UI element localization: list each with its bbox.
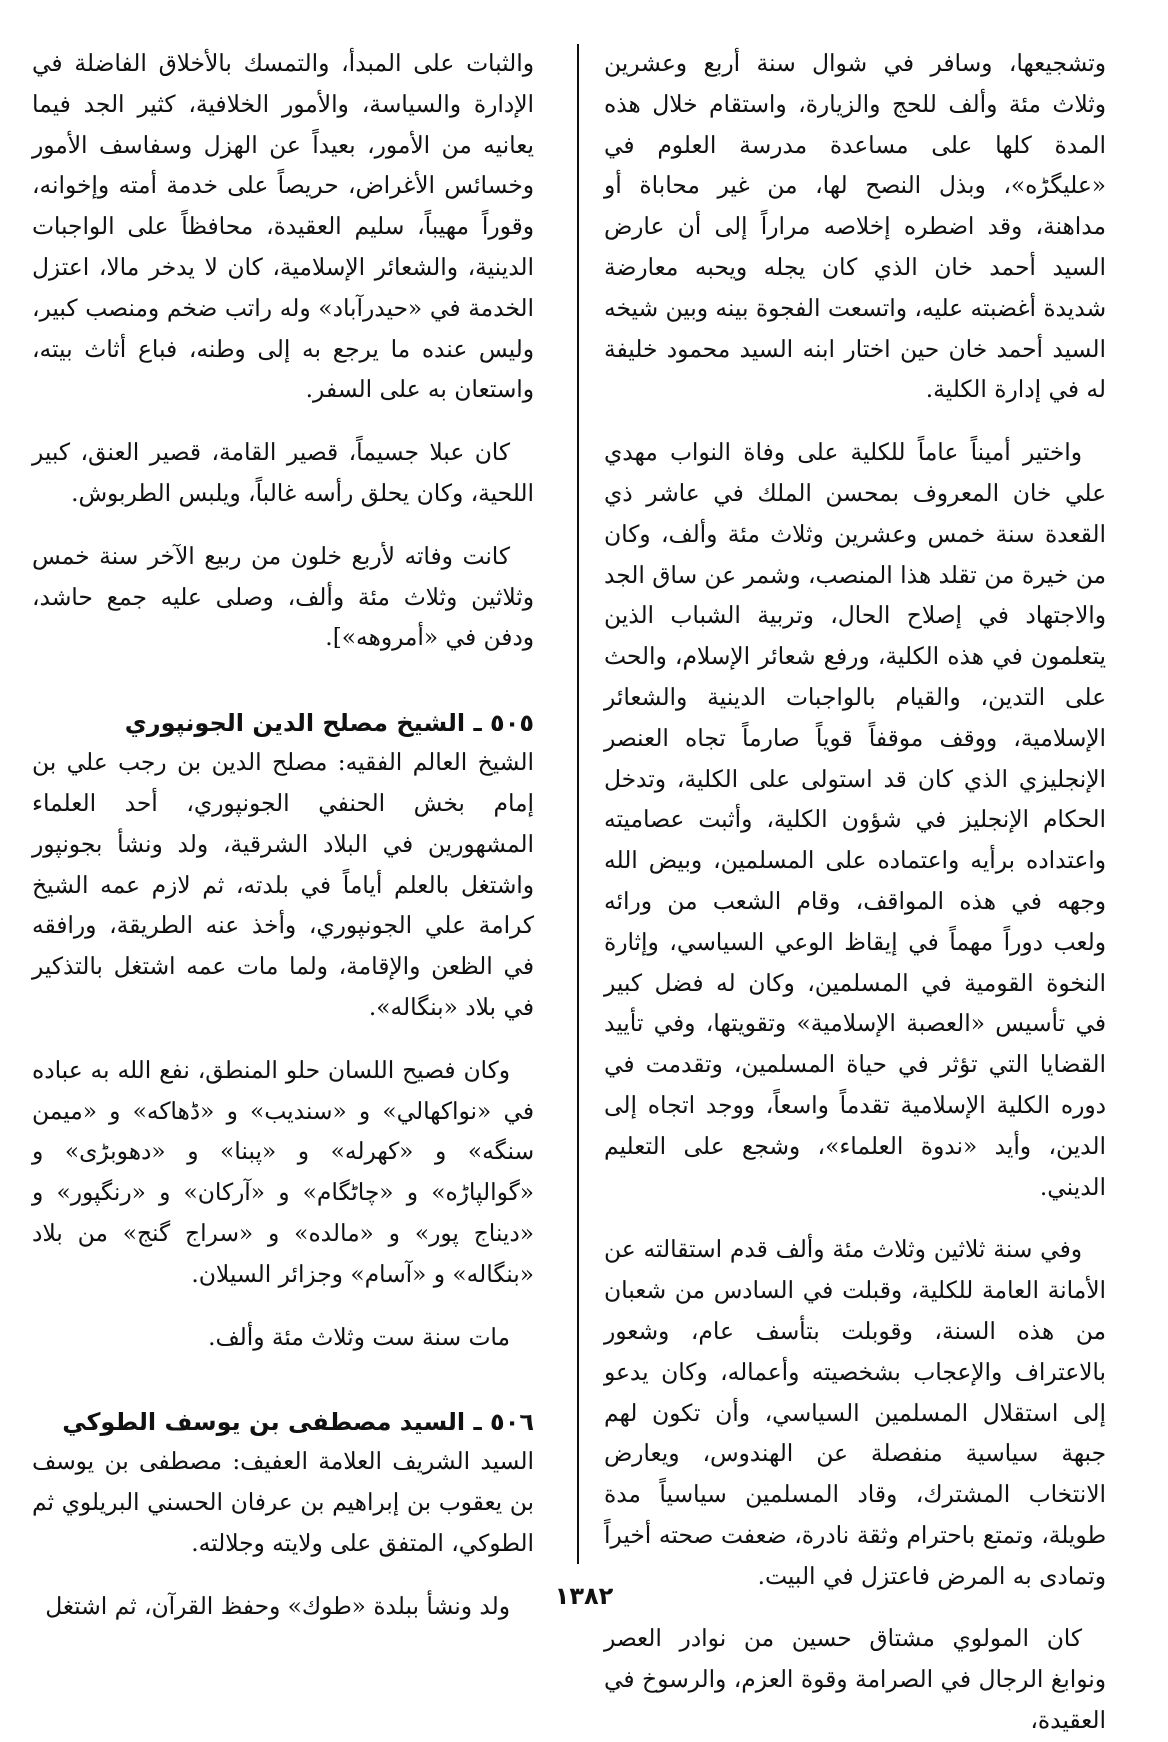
paragraph: وكان فصيح اللسان حلو المنطق، نفع الله به عباده في «نواكهالي» و «سنديب» و «ڈهاكه» و «ميمن سنگه» و «كهرله» و «پبنا» و «دهوبڑى» و «گوالپاڑه» و «چاٹگام» و «آركان» و «رنگپور» و «ديناج پور» و «مالده» و «سراج گنج» من بلاد «بنگاله» و «آسام» وجزائر السيلان.: [32, 1056, 534, 1288]
paragraph: واختير أميناً عاماً للكلية على وفاة النواب مهدي علي خان المعروف بمحسن الملك في عاشر ذي القعدة سنة خمس وعشرين وثلاث مئة وألف، وكان من خيرة من تقلد هذا المنصب، وشمر عن ساق الجد والاجتهاد في إصلاح الحال، وتربية الشباب الذين يتعلمون في هذه الكلية، ورفع شعائر الإسلام، والحث على التدين، والقيام بالواجبات الدينية والشعائر الإسلامية، ووقف موقفاً قوياً صارماً تجاه العنصر الإنجليزي الذي كان قد استولى على الكلية، وتدخل الحكام الإنجليز في شؤون الكلية، وأثبت عصاميته واعتداده برأيه واعتماده على المسلمين، وبيض الله وجهه في هذه المواقف، وقام الشعب من ورائه ولعب دوراً مهماً في إيقاظ الوعي السياسي، وإثارة النخوة القومية في المسلمين، وكان له فضل كبير في تأسيس «العصبة الإسلامية» وتقويتها، وفي تأييد القضايا التي تؤثر في حياة المسلمين، وتقدمت في دوره الكلية الإسلامية تقدماً واسعاً، ووجد اتجاه إلى الدين، وأيد «ندوة العلماء»، وشجع على التعليم الديني.: [604, 439, 1106, 1201]
column-divider: [577, 44, 579, 1564]
entry-heading-505: ٥٠٥ ـ الشيخ مصلح الدين الجونپوري: [124, 709, 534, 738]
paragraph: وتشجيعها، وسافر في شوال سنة أربع وعشرين وثلاث مئة وألف للحج والزيارة، واستقام خلال هذه المدة كلها على مساعدة مدرسة العلوم في «عليگڑه»، وبذل النصح لها، من غير محاباة أو مداهنة، وقد اضطره إخلاصه مراراً إلى أن عارض السيد أحمد خان الذي كان يجله ويحبه معارضة شديدة أغضبته عليه، واتسعت الفجوة بينه وبين شيخه السيد أحمد خان حين اختار ابنه السيد محمود خليفة له في إدارة الكلية.: [604, 50, 1106, 404]
paragraph: كان المولوي مشتاق حسين من نوادر العصر ونوابغ الرجال في الصرامة وقوة العزم، والرسوخ في العقيدة،: [604, 1625, 1106, 1735]
left-column: [32, 44, 534, 1628]
paragraph: كانت وفاته لأربع خلون من ربيع الآخر سنة خمس وثلاثين وثلاث مئة وألف، وصلى عليه جمع حاشد، ودفن في «أمروهه»].: [32, 542, 534, 652]
paragraph: والثبات على المبدأ، والتمسك بالأخلاق الفاضلة في الإدارة والسياسة، والأمور الخلافية، كثير الجد فيما يعانيه من الأمور، بعيداً عن الهزل وسفاسف الأمور وخسائس الأغراض، حريصاً على خدمة أمته وإخوانه، وقوراً مهيباً، سليم العقيدة، محافظاً على الواجبات الدينية، والشعائر الإسلامية، كان لا يدخر مالا، اعتزل الخدمة في «حيدرآباد» وله راتب ضخم ومنصب كبير، وليس عنده ما يرجع به إلى وطنه، فباع أثاث بيته، واستعان به على السفر.: [32, 50, 534, 404]
paragraph: مات سنة ست وثلاث مئة وألف.: [208, 1323, 510, 1351]
page-number: ١٣٨٢: [554, 1582, 614, 1610]
paragraph: وفي سنة ثلاثين وثلاث مئة وألف قدم استقالته عن الأمانة العامة للكلية، وقبلت في السادس من شعبان من هذه السنة، وقوبلت بتأسف عام، وشعور بالاعتراف والإعجاب بشخصيته وأعماله، وكان يدعو إلى استقلال المسلمين السياسي، وأن تكون لهم جبهة سياسية منفصلة عن الهندوس، ويعارض الانتخاب المشترك، وقاد المسلمين سياسياً مدة طويلة، وتمتع باحترام وثقة نادرة، ضعفت صحته أخيراً وتمادى به المرض فاعتزل في البيت.: [604, 1236, 1106, 1590]
right-column: [604, 44, 1106, 1742]
paragraph: كان عبلا جسيماً، قصير القامة، قصير العنق، كبير اللحية، وكان يحلق رأسه غالباً، ويلبس الطربوش.: [32, 439, 534, 507]
paragraph: ولد ونشأ ببلدة «طوك» وحفظ القرآن، ثم اشتغل: [45, 1592, 510, 1620]
paragraph: السيد الشريف العلامة العفيف: مصطفى بن يوسف بن يعقوب بن إبراهيم بن عرفان الحسني البريلوي ثم الطوكي، المتفق على ولايته وجلالته.: [32, 1448, 534, 1557]
entry-heading-506: ٥٠٦ ـ السيد مصطفى بن يوسف الطوكي: [62, 1408, 534, 1437]
paragraph: الشيخ العالم الفقيه: مصلح الدين بن رجب علي بن إمام بخش الحنفي الجونپوري، أحد العلماء المشهورين في البلاد الشرقية، ولد ونشأ بجونپور واشتغل بالعلم أياماً في بلدته، ثم لازم عمه الشيخ كرامة علي الجونپوري، وأخذ عنه الطريقة، ورافقه في الظعن والإقامة، ولما مات عمه اشتغل بالتذكير في بلاد «بنگاله».: [32, 749, 534, 1021]
